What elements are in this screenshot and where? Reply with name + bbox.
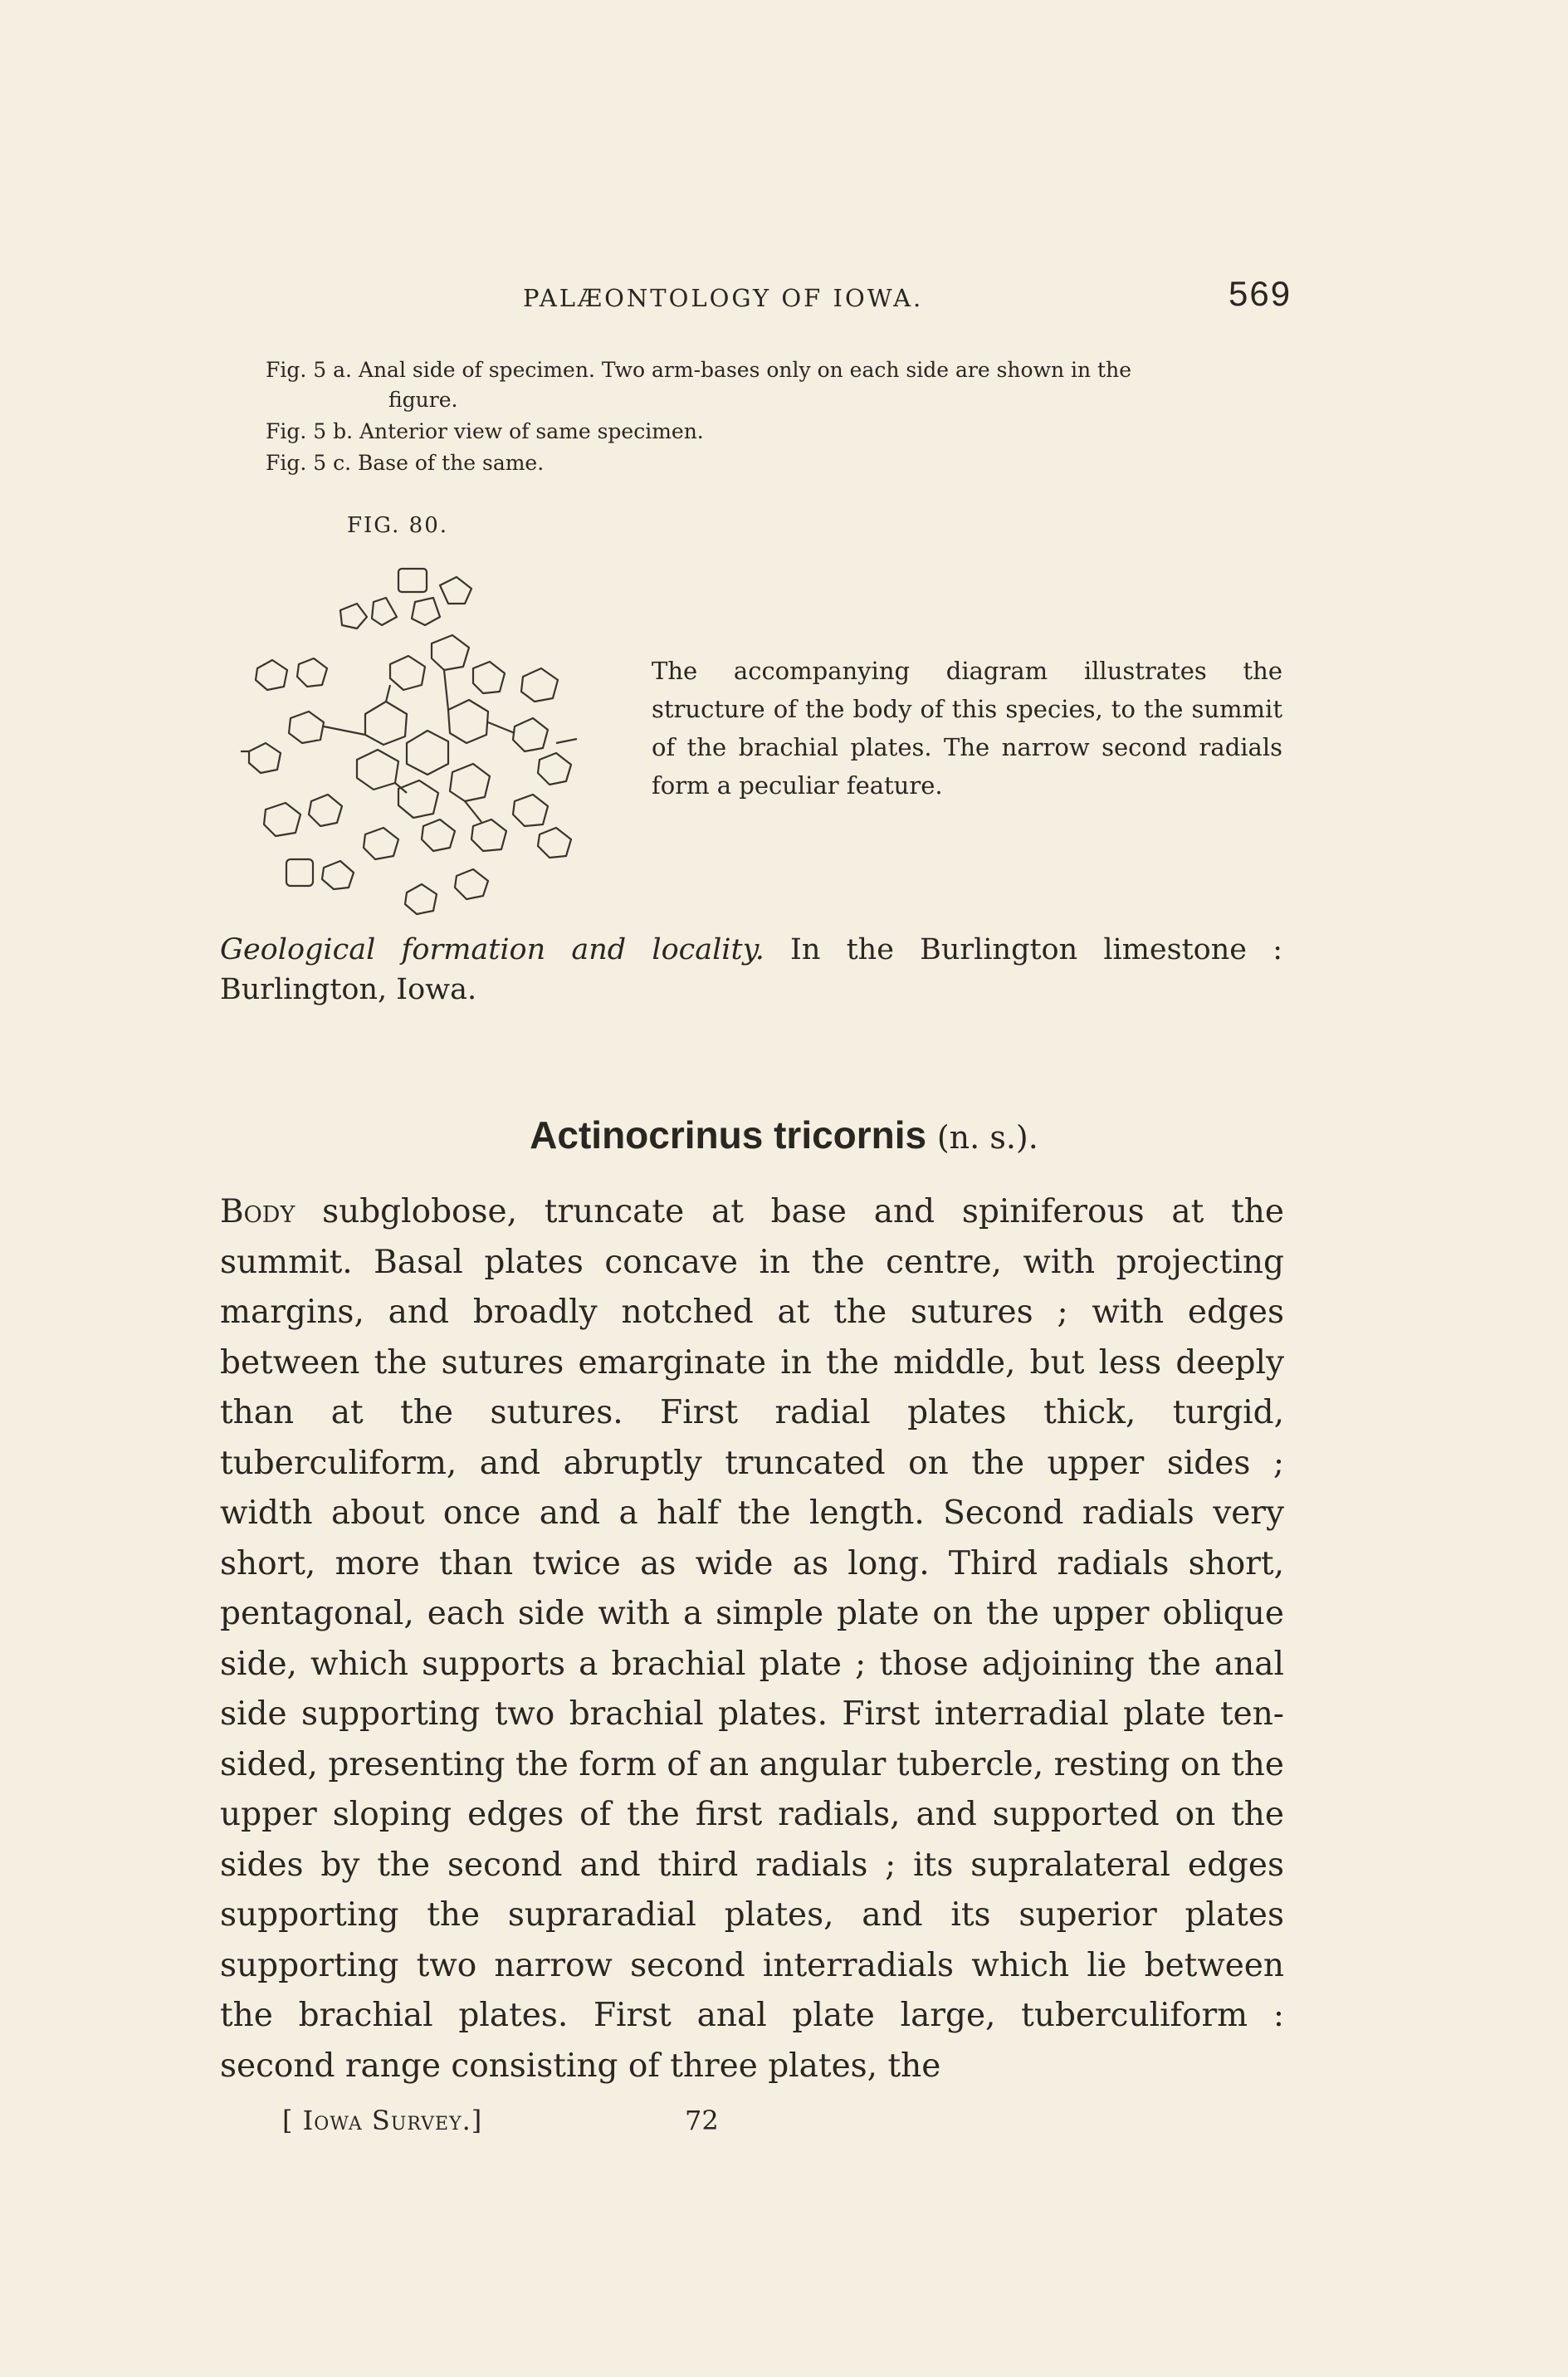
species-heading — [0, 1113, 1568, 1157]
plate-shape — [249, 743, 281, 773]
plate-shape — [297, 658, 327, 687]
geology-label: Geological formation and locality. — [220, 933, 764, 966]
caption-label: Fig. 5 b. — [266, 419, 354, 443]
plate-shape — [322, 861, 354, 889]
plate-shape — [256, 660, 287, 690]
plate-shape — [450, 764, 490, 801]
plate-shape — [440, 577, 471, 604]
plate-shape — [473, 662, 505, 693]
caption-fig5c — [266, 448, 1287, 478]
caption-text-cont: figure. — [388, 388, 458, 412]
plate-shape — [448, 700, 488, 743]
plate-shape — [357, 750, 398, 790]
geology-text: In the Burlington limestone : Burlington, Iowa. — [220, 933, 1282, 1006]
plate-shape — [422, 819, 455, 851]
plate-shape — [538, 753, 571, 785]
caption-text: Base of the same. — [358, 451, 545, 475]
plate-shape — [398, 569, 427, 592]
plate-shape — [365, 702, 407, 745]
running-head: PALÆONTOLOGY OF IOWA. — [523, 284, 924, 312]
plate-shape — [405, 884, 437, 914]
suture-line — [386, 685, 390, 702]
caption-fig5b — [266, 417, 1287, 447]
caption-label: Fig. 5 c. — [266, 451, 352, 475]
page-number: 569 — [1229, 274, 1292, 313]
footer-number: 72 — [685, 2105, 719, 2136]
lead-word: Body — [220, 1193, 296, 1230]
figure-description: The accompanying diagram illustrates the structure of the body of this species, to the summit of the brachial plates. The narrow second radials form a peculiar feature. — [652, 657, 1282, 800]
suture-line — [465, 801, 481, 822]
suture-line — [324, 726, 365, 735]
figure-captions — [266, 355, 1287, 480]
figure-label: FIG. 80. — [347, 513, 449, 538]
plate-shape — [390, 656, 425, 690]
suture-line — [395, 783, 407, 793]
plate-shape — [455, 869, 488, 899]
plate-shape — [471, 819, 506, 851]
species-description — [220, 1187, 1284, 2091]
caption-label: Fig. 5 a. — [266, 358, 352, 382]
species-note: (n. s.). — [936, 1119, 1038, 1156]
plate-shape — [432, 635, 469, 670]
plate-shape — [521, 668, 558, 702]
footer-signature: [ Iowa Survey.] — [282, 2105, 483, 2136]
suture-line — [556, 739, 577, 743]
plate-shape — [372, 598, 397, 625]
geology-paragraph — [220, 930, 1282, 1010]
plate-shape — [340, 604, 367, 628]
caption-text: Anterior view of same specimen. — [359, 419, 704, 443]
suture-line — [444, 670, 448, 710]
plate-shape — [364, 828, 398, 859]
plate-diagram — [241, 552, 606, 917]
plate-shape — [538, 828, 571, 858]
caption-fig5a — [266, 355, 1287, 415]
plate-shape — [513, 795, 548, 826]
plate-shape — [412, 598, 440, 625]
plate-shape — [264, 803, 300, 836]
description-text: subglobose, truncate at base and spiniferous at the summit. Basal plates concave in the centre, with projecting margins, and broadly notched at the sutures ; with edges between the sutures emarginate in the middle, but less deeply than at the sutures. First radial plates thick, turgid, tuberculiform, and abruptly truncated on the upper sides ; width about once and a half the length. Second radials very short, more than twice as wide as long. Third radials short, pentagonal, each side with a simple plate on the upper oblique side, which supports a brachial plate ; those adjoining the anal side supporting two brachial plates. First interradial plate ten-sided, presenting the form of an angular tubercle, resting on the upper sloping edges of the first radials, and supported on the sides by the second and third radials ; its supralateral edges supporting the supraradial plates, and its superior plates supporting two narrow second interradials which lie between the brachial plates. First anal plate large, tuberculiform : second range consisting of three plates, the — [220, 1193, 1284, 2085]
suture-line — [488, 722, 515, 733]
plate-shape — [398, 780, 438, 818]
plate-shape — [309, 795, 342, 826]
species-name: Actinocrinus tricornis — [530, 1113, 927, 1157]
plate-shape — [286, 859, 313, 886]
plate-shape — [289, 712, 324, 743]
plate-shape — [513, 718, 548, 751]
plate-shape — [407, 731, 448, 775]
caption-text: Anal side of specimen. Two arm-bases only on each side are shown in the — [358, 358, 1131, 382]
